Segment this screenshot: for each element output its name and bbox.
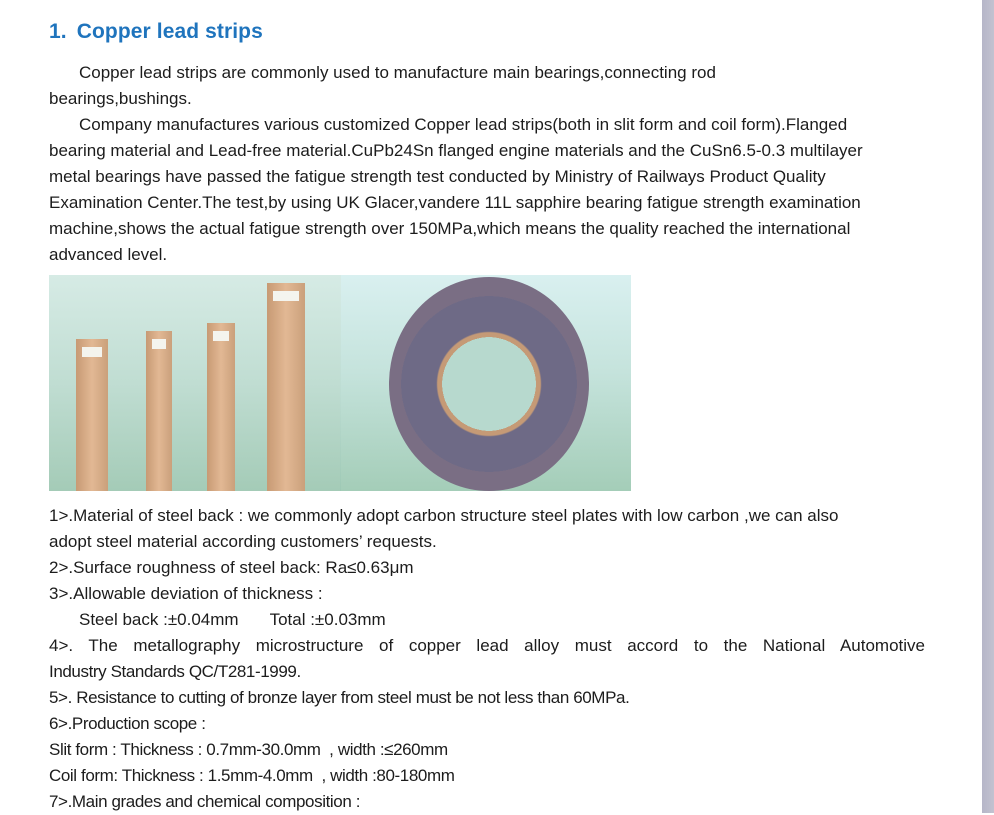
spec-item-5: 5>. Resistance to cutting of bronze layer from steel must be not less than 60MPa. [49, 688, 630, 707]
intro-p2-line5: machine,shows the actual fatigue strength over 150MPa,which means the quality reached the international [49, 219, 851, 238]
spec-item-7: 7>.Main grades and chemical composition : [49, 792, 361, 811]
section-heading [49, 20, 263, 44]
spec-item-4-line2: Industry Standards QC/T281-1999. [49, 662, 301, 681]
section-number: 1. [49, 20, 67, 43]
intro-p2-line2: bearing material and Lead-free material.CuPb24Sn flanged engine materials and the CuSn6.5-0.3 multilayer [49, 141, 863, 160]
spec-item-3-values [79, 607, 979, 633]
spec-item-4-line1: 4>. The metallography microstructure of copper lead alloy must accord to the National Automotive [49, 636, 925, 655]
total-tolerance: Total :±0.03mm [269, 610, 386, 629]
strip-2 [146, 331, 172, 491]
intro-paragraph-1 [49, 60, 929, 112]
spec-item-3: 3>.Allowable deviation of thickness : [49, 584, 323, 603]
strip-4 [267, 283, 305, 491]
coil-ring [389, 277, 589, 491]
strip-3 [207, 323, 235, 491]
intro-p1-line1: Copper lead strips are commonly used to manufacture main bearings,connecting rod [79, 63, 716, 82]
intro-p2-line6: advanced level. [49, 245, 168, 264]
intro-p2-line4: Examination Center.The test,by using UK Glacer,vandere 11L sapphire bearing fatigue strength examination [49, 193, 861, 212]
product-photo [49, 275, 631, 491]
window-edge-scrollbar[interactable] [982, 0, 994, 813]
spec-1-line2: adopt steel material according customers’ requests. [49, 532, 437, 551]
slit-strips-photo [49, 275, 340, 491]
spec-item-1 [49, 503, 949, 555]
intro-p2-line1: Company manufactures various customized Copper lead strips(both in slit form and coil form).Flanged [79, 115, 848, 134]
coil-photo [341, 275, 631, 491]
strip-1 [76, 339, 108, 491]
spec-item-2: 2>.Surface roughness of steel back: Ra≤0.63μm [49, 558, 414, 577]
intro-p2-line3: metal bearings have passed the fatigue strength test conducted by Ministry of Railways Product Quality [49, 167, 826, 186]
section-title: Copper lead strips [76, 20, 263, 43]
spec-item-6: 6>.Production scope : [49, 714, 206, 733]
spec-item-6-slit: Slit form : Thickness : 0.7mm-30.0mm , width :≤260mm [49, 740, 448, 759]
spec-item-6-coil: Coil form: Thickness : 1.5mm-4.0mm , width :80-180mm [49, 766, 455, 785]
intro-paragraph-2 [49, 112, 929, 268]
steel-back-tolerance: Steel back :±0.04mm [79, 610, 239, 629]
intro-p1-line2: bearings,bushings. [49, 89, 192, 108]
spec-1-line1: 1>.Material of steel back : we commonly adopt carbon structure steel plates with low carbon ,we can also [49, 506, 839, 525]
